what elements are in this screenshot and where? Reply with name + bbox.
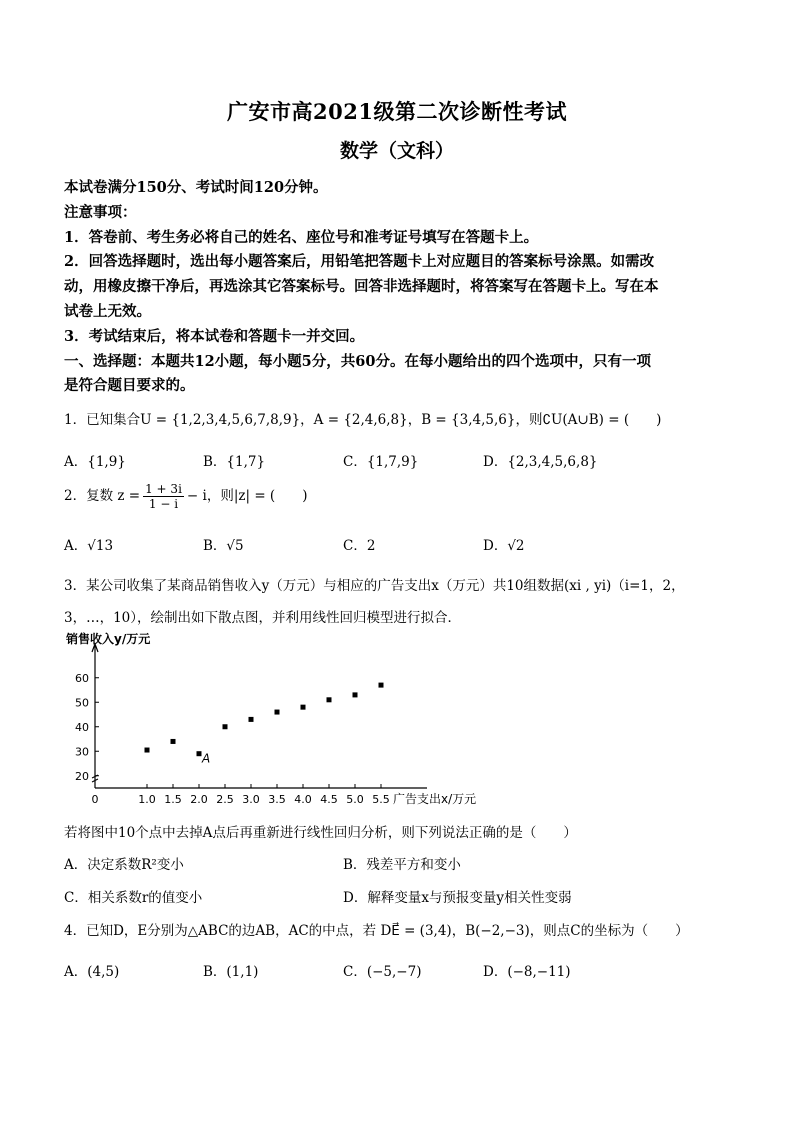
x-tick-label: 1.5 <box>164 793 182 806</box>
section-heading-line-1: 一、选择题：本题共12小题，每小题5分，共60分。在每小题给出的四个选项中，只有一项 <box>64 353 651 370</box>
question-4-option-b: B．(1,1) <box>203 964 259 980</box>
question-1-option-b: B．{1,7} <box>203 454 266 470</box>
question-2-option-b: B．√5 <box>203 538 244 554</box>
fraction-denominator: 1 − i <box>148 497 179 511</box>
data-point <box>301 705 306 710</box>
note-item-1: 1．答卷前、考生务必将自己的姓名、座位号和准考证号填写在答题卡上。 <box>64 229 539 246</box>
question-4-option-c: C．(−5,−7) <box>343 964 422 980</box>
notes-heading: 注意事项： <box>64 204 137 221</box>
question-2-stem <box>64 482 307 511</box>
data-point <box>223 724 228 729</box>
note-item-2-line-2: 动，用橡皮擦干净后，再选涂其它答案标号。回答非选择题时，将答案写在答题卡上。写在本 <box>64 278 659 295</box>
question-1-option-d: D．{2,3,4,5,6,8} <box>483 454 598 470</box>
question-3-option-d: D．解释变量x与预报变量y相关性变弱 <box>343 890 572 906</box>
question-3-option-c: C．相关系数r的值变小 <box>64 890 203 906</box>
question-4-option-d: D．(−8,−11) <box>483 964 571 980</box>
scatter-plot <box>62 632 482 812</box>
y-tick-label: 30 <box>75 745 89 759</box>
point-label-a: A <box>202 751 211 766</box>
data-point <box>327 697 332 702</box>
question-1-option-c: C．{1,7,9} <box>343 454 419 470</box>
question-3-question: 若将图中10个点中去掉A点后再重新进行线性回归分析，则下列说法正确的是（ ） <box>64 825 577 841</box>
data-point <box>275 710 280 715</box>
exam-subtitle: 数学（文科） <box>339 140 454 162</box>
question-2-option-a: A．√13 <box>64 538 114 554</box>
x-tick-label: 5.5 <box>372 793 390 806</box>
section-heading-line-2: 是符合题目要求的。 <box>64 377 195 394</box>
question-1-stem: 1．已知集合U = {1,2,3,4,5,6,7,8,9}，A = {2,4,6,8}，B = {3,4,5,6}，则∁U(A∪B) = ( ) <box>64 412 662 428</box>
question-3-stem-line-2: 3，…，10），绘制出如下散点图，并利用线性回归模型进行拟合． <box>64 610 462 626</box>
x-tick-label: 5.0 <box>346 793 364 806</box>
question-2-stem-pre: 2．复数 z = <box>64 488 141 504</box>
x-axis-label: 广告支出x/万元 <box>393 792 477 806</box>
y-tick-label: 50 <box>75 696 89 710</box>
note-item-2-line-3: 试卷上无效。 <box>64 303 151 320</box>
x-tick-label: 3.0 <box>242 793 260 806</box>
note-item-2-line-1: 2．回答选择题时，选出每小题答案后，用铅笔把答题卡上对应题目的答案标号涂黑。如需改 <box>64 253 655 270</box>
score-line: 本试卷满分150分、考试时间120分钟。 <box>64 179 328 196</box>
data-point <box>249 717 254 722</box>
question-3-option-b: B．残差平方和变小 <box>343 857 461 873</box>
data-point <box>171 739 176 744</box>
data-point <box>353 692 358 697</box>
x-tick-label: 3.5 <box>268 793 286 806</box>
x-tick-label: 4.5 <box>320 793 338 806</box>
data-point <box>379 683 384 688</box>
question-3-option-a: A．决定系数R²变小 <box>64 857 184 873</box>
x-tick-label: 1.0 <box>138 793 156 806</box>
question-2-fraction <box>143 482 184 511</box>
y-tick-label: 60 <box>75 671 89 685</box>
question-4-option-a: A．(4,5) <box>64 964 120 980</box>
data-point <box>145 748 150 753</box>
fraction-numerator: 1 + 3i <box>145 482 182 496</box>
x-tick-label: 2.0 <box>190 793 208 806</box>
x-tick-label: 2.5 <box>216 793 234 806</box>
question-4-stem: 4．已知D，E分别为△ABC的边AB，AC的中点，若 DE⃗ = (3,4)，B(−2,−3)，则点C的坐标为（ ） <box>64 923 689 939</box>
y-tick-label: 40 <box>75 720 89 734</box>
data-point <box>197 751 202 756</box>
question-1-option-a: A．{1,9} <box>64 454 126 470</box>
y-tick-label: 20 <box>75 769 89 783</box>
question-2-option-d: D．√2 <box>483 538 525 554</box>
question-3-stem-line-1: 3．某公司收集了某商品销售收入y（万元）与相应的广告支出x（万元）共10组数据(xi , yi)（i=1，2， <box>64 578 685 594</box>
x-tick-label: 4.0 <box>294 793 312 806</box>
question-2-option-c: C．2 <box>343 538 376 554</box>
question-2-stem-post: − i，则|z| = ( ) <box>186 488 308 504</box>
y-axis-label: 销售收入y/万元 <box>66 632 151 646</box>
x-tick-label: 0 <box>91 793 99 806</box>
exam-title: 广安市高2021级第二次诊断性考试 <box>227 99 567 124</box>
note-item-3: 3．考试结束后，将本试卷和答题卡一并交回。 <box>64 328 365 345</box>
